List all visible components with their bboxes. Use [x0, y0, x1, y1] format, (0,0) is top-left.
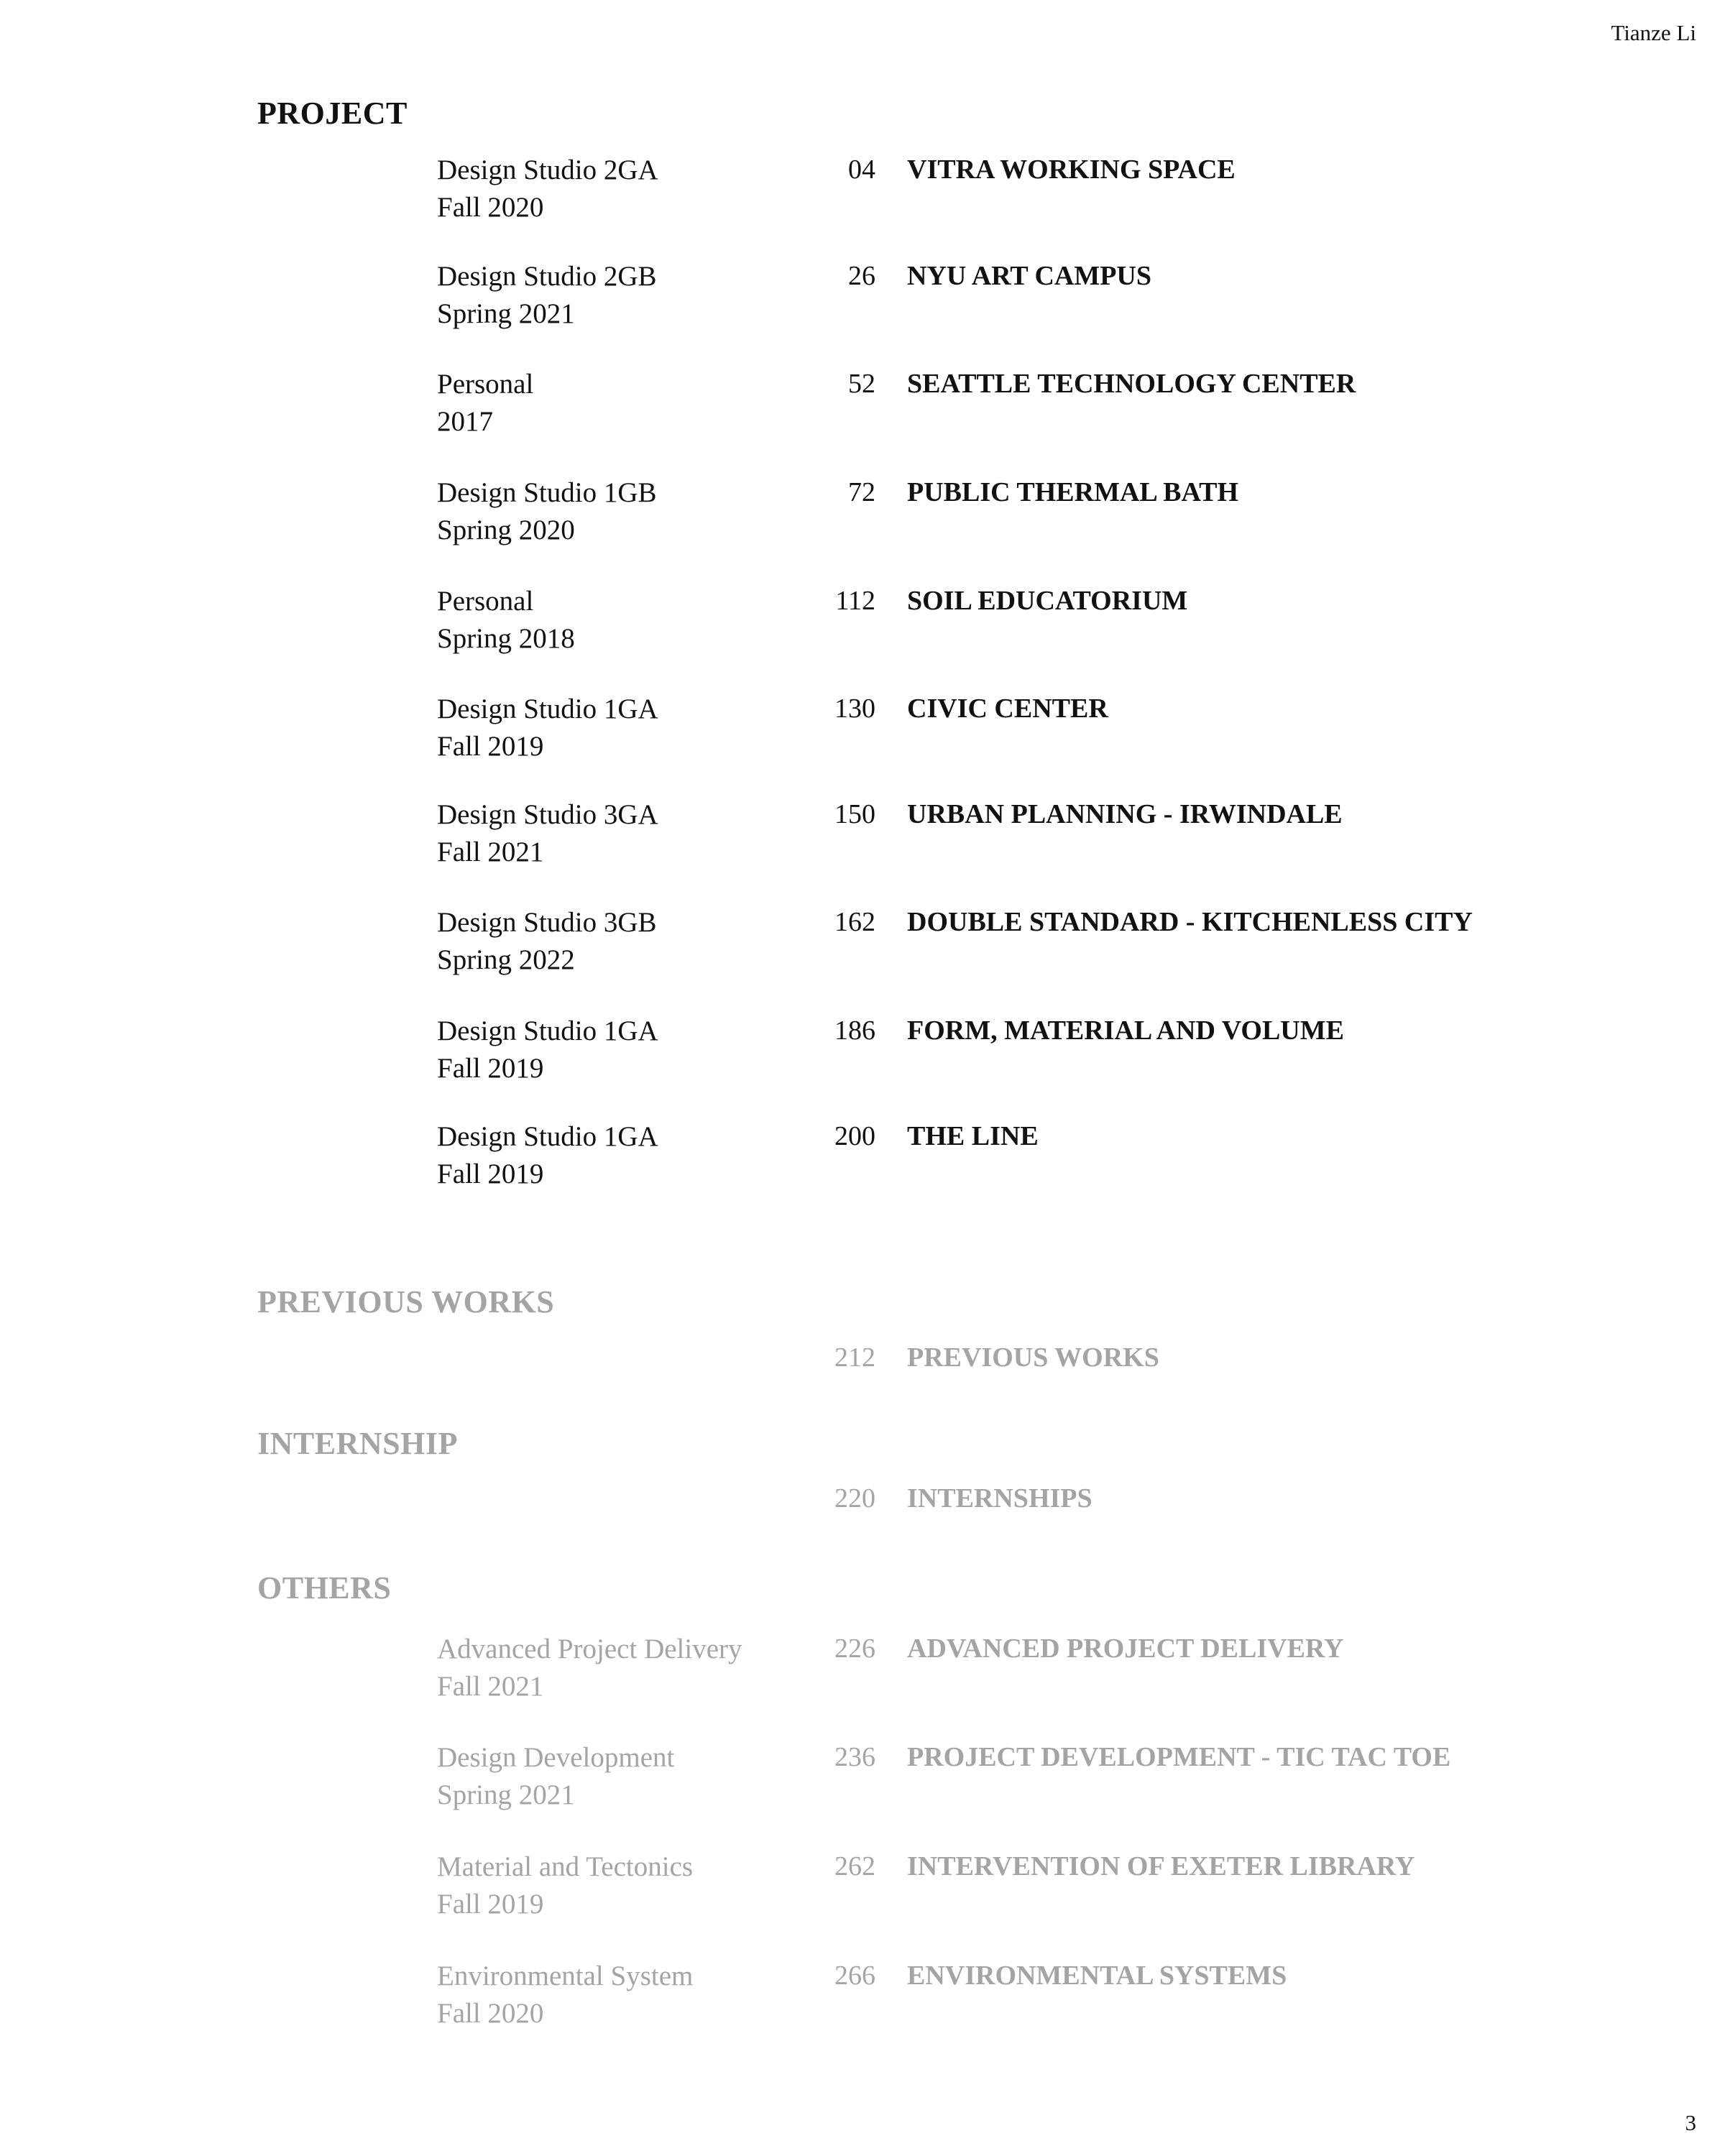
entry-title: DOUBLE STANDARD - KITCHENLESS CITY — [907, 907, 1473, 937]
entry-term: Fall 2021 — [437, 837, 544, 867]
toc-entry — [0, 1633, 1725, 1719]
entry-page-number: 186 — [834, 1015, 875, 1046]
entry-term: Fall 2019 — [437, 731, 544, 762]
entry-page-number: 150 — [834, 799, 875, 829]
entry-course: Design Studio 3GB — [437, 907, 657, 938]
entry-title: VITRA WORKING SPACE — [907, 155, 1236, 185]
entry-title: ADVANCED PROJECT DELIVERY — [907, 1634, 1344, 1664]
entry-title: PREVIOUS WORKS — [907, 1342, 1159, 1373]
entry-term: Fall 2021 — [437, 1671, 544, 1702]
entry-page-number: 130 — [834, 694, 875, 724]
entry-term: Spring 2018 — [437, 623, 575, 654]
toc-entry — [0, 1120, 1725, 1207]
toc-entry — [0, 693, 1725, 779]
entry-title: SEATTLE TECHNOLOGY CENTER — [907, 369, 1356, 399]
entry-title: SOIL EDUCATORIUM — [907, 586, 1188, 616]
toc-entry — [0, 798, 1725, 885]
entry-course: Personal — [437, 369, 534, 400]
toc-entry — [0, 585, 1725, 671]
entry-title: FORM, MATERIAL AND VOLUME — [907, 1015, 1344, 1046]
entry-course: Material and Tectonics — [437, 1851, 694, 1882]
toc-entry — [0, 1851, 1725, 1937]
entry-title: THE LINE — [907, 1121, 1039, 1151]
entry-term: Spring 2021 — [437, 298, 575, 329]
entry-page-number: 266 — [834, 1961, 875, 1991]
entry-page-number: 52 — [848, 369, 875, 399]
entry-term: Fall 2020 — [437, 192, 544, 223]
entry-title: INTERVENTION OF EXETER LIBRARY — [907, 1851, 1415, 1881]
section-title-previous-works: PREVIOUS WORKS — [257, 1284, 555, 1319]
page-number: 3 — [1685, 2110, 1696, 2135]
entry-term: Fall 2019 — [437, 1158, 544, 1189]
entry-course: Design Studio 2GB — [437, 261, 657, 292]
entry-page-number: 220 — [834, 1483, 875, 1514]
toc-entry — [0, 1342, 1725, 1428]
entry-term: Fall 2019 — [437, 1053, 544, 1084]
entry-course: Design Studio 2GA — [437, 155, 658, 185]
entry-title: NYU ART CAMPUS — [907, 261, 1151, 291]
entry-course: Advanced Project Delivery — [437, 1634, 742, 1664]
entry-term: Spring 2022 — [437, 944, 575, 975]
entry-course: Design Studio 1GA — [437, 1015, 658, 1046]
entry-page-number: 212 — [834, 1342, 875, 1373]
entry-course: Design Studio 3GA — [437, 799, 658, 830]
entry-page-number: 262 — [834, 1851, 875, 1881]
entry-term: 2017 — [437, 406, 493, 437]
toc-entry — [0, 476, 1725, 563]
toc-entry — [0, 906, 1725, 992]
entry-term: Spring 2021 — [437, 1779, 575, 1810]
entry-course: Design Development — [437, 1742, 675, 1773]
toc-entry — [0, 1741, 1725, 1828]
entry-page-number: 04 — [848, 155, 875, 185]
entry-title: PROJECT DEVELOPMENT - TIC TAC TOE — [907, 1742, 1451, 1772]
toc-entry — [0, 1960, 1725, 2046]
section-title-others: OTHERS — [257, 1570, 392, 1606]
entry-title: ENVIRONMENTAL SYSTEMS — [907, 1961, 1287, 1991]
entry-title: CIVIC CENTER — [907, 694, 1108, 724]
entry-title: PUBLIC THERMAL BATH — [907, 477, 1239, 507]
toc-entry — [0, 260, 1725, 346]
entry-course: Environmental System — [437, 1961, 694, 1991]
entry-title: URBAN PLANNING - IRWINDALE — [907, 799, 1343, 829]
section-title-project: PROJECT — [257, 96, 408, 131]
entry-page-number: 112 — [835, 586, 875, 616]
entry-term: Fall 2020 — [437, 1998, 544, 2029]
toc-entry — [0, 1483, 1725, 1569]
author-name: Tianze Li — [1611, 20, 1696, 45]
entry-course: Design Studio 1GA — [437, 694, 658, 724]
entry-title: INTERNSHIPS — [907, 1483, 1092, 1514]
entry-page-number: 26 — [848, 261, 875, 291]
entry-course: Personal — [437, 586, 534, 617]
entry-page-number: 200 — [834, 1121, 875, 1151]
entry-page-number: 162 — [834, 907, 875, 937]
toc-entry — [0, 1015, 1725, 1101]
entry-page-number: 72 — [848, 477, 875, 507]
entry-term: Spring 2020 — [437, 515, 575, 545]
toc-entry — [0, 368, 1725, 454]
entry-term: Fall 2019 — [437, 1889, 544, 1920]
section-title-internship: INTERNSHIP — [257, 1426, 458, 1461]
entry-course: Design Studio 1GB — [437, 477, 657, 508]
entry-course: Design Studio 1GA — [437, 1121, 658, 1152]
entry-page-number: 226 — [834, 1634, 875, 1664]
entry-page-number: 236 — [834, 1742, 875, 1772]
toc-entry — [0, 154, 1725, 240]
